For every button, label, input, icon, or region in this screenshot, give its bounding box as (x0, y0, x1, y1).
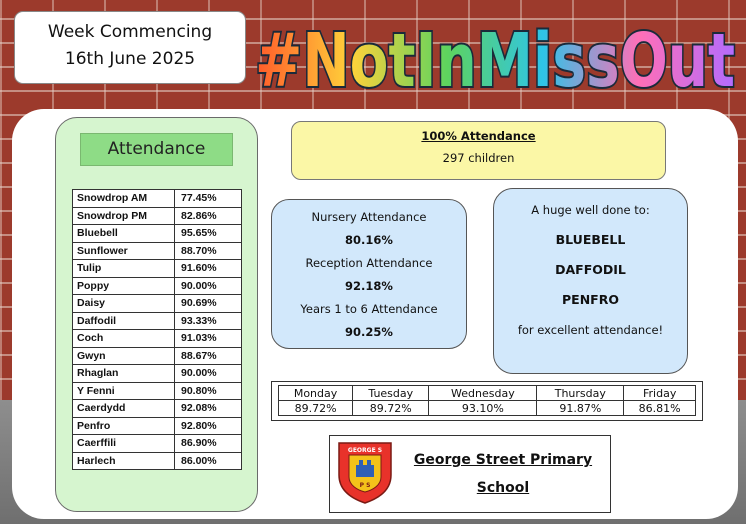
class-percentage: 90.00% (175, 277, 242, 295)
class-percentage: 88.70% (175, 242, 242, 260)
week-label: Week Commencing (47, 22, 213, 42)
day-value: 89.72% (353, 401, 429, 416)
day-value: 89.72% (279, 401, 353, 416)
day-value-row (279, 401, 696, 416)
week-commencing-box (14, 11, 246, 84)
class-row (73, 452, 242, 470)
class-name: Tulip (73, 260, 175, 278)
class-name: Snowdrop AM (73, 190, 175, 208)
day-header: Thursday (537, 386, 624, 401)
class-row (73, 207, 242, 225)
day-header: Monday (279, 386, 353, 401)
nursery-value: 80.16% (345, 233, 393, 247)
class-name: Daisy (73, 295, 175, 313)
day-header: Tuesday (353, 386, 429, 401)
class-row (73, 277, 242, 295)
class-row (73, 295, 242, 313)
well-done-intro: A huge well done to: (531, 203, 650, 217)
class-row (73, 417, 242, 435)
school-name-line2: School (476, 480, 530, 496)
class-name: Penfro (73, 417, 175, 435)
class-percentage: 93.33% (175, 312, 242, 330)
well-done-class: DAFFODIL (555, 262, 626, 277)
class-percentage: 86.90% (175, 435, 242, 453)
class-percentage: 77.45% (175, 190, 242, 208)
crest-text: GEORGE S (347, 447, 383, 454)
day-header: Friday (624, 386, 696, 401)
class-name: Rhaglan (73, 365, 175, 383)
class-name: Caerdydd (73, 400, 175, 418)
day-value: 86.81% (624, 401, 696, 416)
well-done-class: BLUEBELL (555, 232, 626, 247)
class-percentage: 90.69% (175, 295, 242, 313)
years-label: Years 1 to 6 Attendance (300, 302, 438, 316)
class-row (73, 190, 242, 208)
class-row (73, 312, 242, 330)
class-name: Bluebell (73, 225, 175, 243)
reception-value: 92.18% (345, 279, 393, 293)
class-percentage: 90.00% (175, 365, 242, 383)
class-percentage: 90.80% (175, 382, 242, 400)
class-row (73, 435, 242, 453)
nursery-label: Nursery Attendance (311, 210, 427, 224)
full-attendance-count: 297 children (442, 151, 515, 165)
class-row (73, 225, 242, 243)
well-done-box (493, 188, 688, 374)
years-value: 90.25% (345, 325, 393, 339)
hashtag-banner (250, 2, 740, 112)
class-name: Harlech (73, 452, 175, 470)
class-name: Daffodil (73, 312, 175, 330)
class-row (73, 400, 242, 418)
school-crest-logo (337, 441, 393, 505)
full-attendance-title: 100% Attendance (421, 129, 536, 143)
class-percentage: 91.60% (175, 260, 242, 278)
class-percentage: 91.03% (175, 330, 242, 348)
school-name (402, 446, 604, 502)
well-done-class: PENFRO (562, 292, 619, 307)
reception-label: Reception Attendance (305, 256, 433, 270)
well-done-outro: for excellent attendance! (517, 323, 664, 337)
class-percentage: 92.08% (175, 400, 242, 418)
class-name: Caerffili (73, 435, 175, 453)
class-row (73, 260, 242, 278)
class-row (73, 382, 242, 400)
phase-attendance-box (271, 199, 467, 349)
attendance-title: Attendance (80, 133, 233, 166)
class-percentage: 82.86% (175, 207, 242, 225)
class-name: Coch (73, 330, 175, 348)
class-percentage: 95.65% (175, 225, 242, 243)
week-date: 16th June 2025 (64, 49, 196, 69)
day-value: 93.10% (429, 401, 537, 416)
hashtag-text: #NotInMissOut (255, 18, 735, 104)
class-percentage: 86.00% (175, 452, 242, 470)
class-name: Gwyn (73, 347, 175, 365)
class-name: Y Fenni (73, 382, 175, 400)
class-name: Poppy (73, 277, 175, 295)
crest-initials: P S (359, 482, 371, 489)
class-row (73, 242, 242, 260)
class-row (73, 365, 242, 383)
day-value: 91.87% (537, 401, 624, 416)
class-attendance-table (72, 189, 242, 470)
class-percentage: 88.67% (175, 347, 242, 365)
class-row (73, 330, 242, 348)
class-name: Sunflower (73, 242, 175, 260)
class-name: Snowdrop PM (73, 207, 175, 225)
full-attendance-box (291, 121, 666, 180)
daily-attendance-table (278, 385, 696, 416)
day-header: Wednesday (429, 386, 537, 401)
school-name-line1: George Street Primary (413, 452, 593, 468)
class-percentage: 92.80% (175, 417, 242, 435)
class-row (73, 347, 242, 365)
day-header-row (279, 386, 696, 401)
